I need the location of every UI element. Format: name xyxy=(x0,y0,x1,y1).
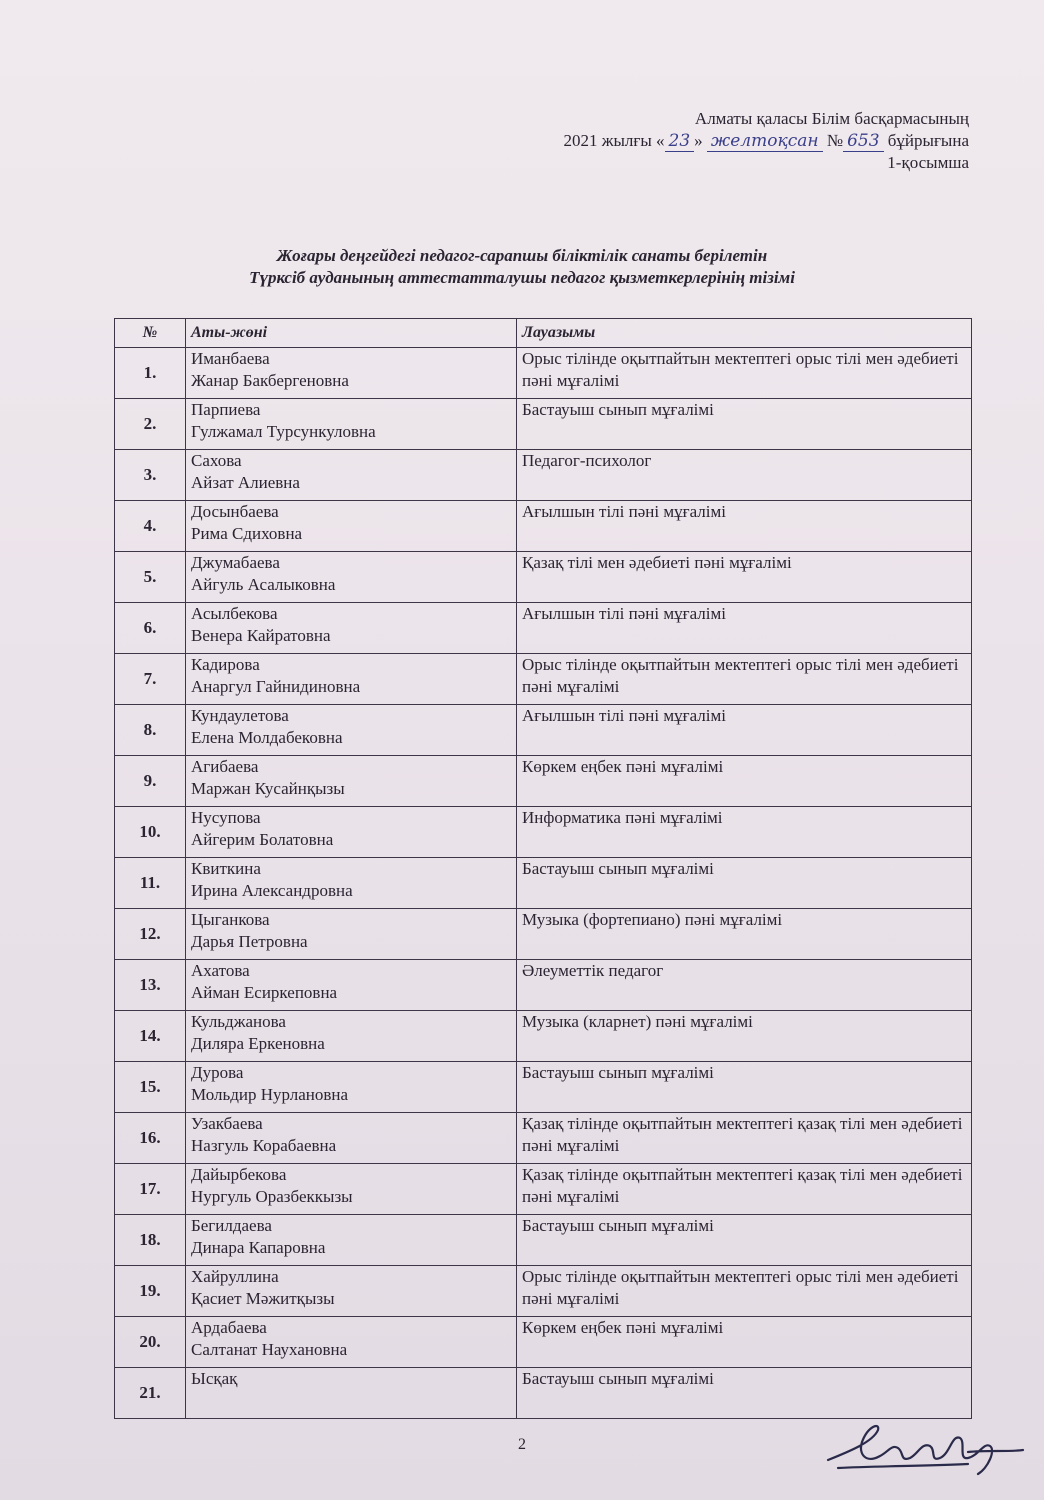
table-body xyxy=(115,348,972,1419)
header-line-2-prefix: 2021 жылғы « xyxy=(563,131,665,150)
position-cell: Бастауыш сынып мұғалімі xyxy=(517,858,972,909)
given-names: Гулжамал Турсункуловна xyxy=(191,422,376,441)
full-name-cell xyxy=(186,450,517,501)
table-row xyxy=(115,1011,972,1062)
full-name-cell xyxy=(186,1113,517,1164)
surname: Сахова xyxy=(191,451,242,470)
row-number: 8. xyxy=(115,705,186,756)
handwritten-order-number: 653 xyxy=(843,131,883,152)
table-row xyxy=(115,654,972,705)
full-name-cell xyxy=(186,909,517,960)
handwritten-month: желтоқсан xyxy=(707,131,823,152)
table-header-row xyxy=(115,319,972,348)
table-row xyxy=(115,858,972,909)
position-cell: Орыс тілінде оқытпайтын мектептегі орыс тілі мен әдебиеті пәні мұғалімі xyxy=(517,348,972,399)
row-number: 10. xyxy=(115,807,186,858)
full-name-cell xyxy=(186,654,517,705)
given-names: Назгуль Корабаевна xyxy=(191,1136,337,1155)
table-row xyxy=(115,552,972,603)
row-number: 1. xyxy=(115,348,186,399)
position-cell: Ағылшын тілі пәні мұғалімі xyxy=(517,603,972,654)
header-line-3: 1-қосымша xyxy=(887,153,969,172)
title-line-2: Түрксіб ауданының аттестатталушы педагог қызметкерлерінің тізімі xyxy=(249,268,795,287)
given-names: Қасиет Мәжитқызы xyxy=(191,1289,335,1308)
table-row xyxy=(115,960,972,1011)
row-number: 3. xyxy=(115,450,186,501)
table-row xyxy=(115,756,972,807)
row-number: 13. xyxy=(115,960,186,1011)
row-number: 9. xyxy=(115,756,186,807)
position-cell: Бастауыш сынып мұғалімі xyxy=(517,1062,972,1113)
given-names: Салтанат Наухановна xyxy=(191,1340,348,1359)
surname: Парпиева xyxy=(191,400,261,419)
surname: Иманбаева xyxy=(191,349,270,368)
full-name-cell xyxy=(186,1215,517,1266)
given-names: Динара Капаровна xyxy=(191,1238,326,1257)
surname: Ардабаева xyxy=(191,1318,267,1337)
full-name-cell xyxy=(186,501,517,552)
table-row xyxy=(115,1062,972,1113)
position-cell: Ағылшын тілі пәні мұғалімі xyxy=(517,705,972,756)
full-name-cell xyxy=(186,399,517,450)
table-row xyxy=(115,1113,972,1164)
full-name-cell xyxy=(186,1011,517,1062)
surname: Кульджанова xyxy=(191,1012,286,1031)
table-row xyxy=(115,1368,972,1419)
row-number: 17. xyxy=(115,1164,186,1215)
row-number: 19. xyxy=(115,1266,186,1317)
surname: Квиткина xyxy=(191,859,261,878)
column-header-position: Лауазымы xyxy=(517,319,972,348)
header-line-2-no: № xyxy=(822,131,844,150)
full-name-cell xyxy=(186,348,517,399)
row-number: 6. xyxy=(115,603,186,654)
table-row xyxy=(115,1215,972,1266)
surname: Нусупова xyxy=(191,808,261,827)
position-cell: Қазақ тілі мен әдебиеті пәні мұғалімі xyxy=(517,552,972,603)
row-number: 7. xyxy=(115,654,186,705)
table-row xyxy=(115,1317,972,1368)
row-number: 18. xyxy=(115,1215,186,1266)
surname: Агибаева xyxy=(191,757,259,776)
row-number: 2. xyxy=(115,399,186,450)
surname: Цыганкова xyxy=(191,910,270,929)
row-number: 12. xyxy=(115,909,186,960)
given-names: Мольдир Нурлановна xyxy=(191,1085,349,1104)
given-names: Нургуль Оразбеккызы xyxy=(191,1187,353,1206)
title-line-1: Жоғары деңгейдегі педагог-сарапшы біліктілік санаты берілетін xyxy=(276,246,768,265)
full-name-cell xyxy=(186,552,517,603)
surname: Ахатова xyxy=(191,961,250,980)
surname: Узакбаева xyxy=(191,1114,263,1133)
surname: Дурова xyxy=(191,1063,244,1082)
position-cell: Музыка (кларнет) пәні мұғалімі xyxy=(517,1011,972,1062)
given-names: Диляра Еркеновна xyxy=(191,1034,325,1053)
surname: Кадирова xyxy=(191,655,260,674)
table-row xyxy=(115,1164,972,1215)
full-name-cell xyxy=(186,705,517,756)
full-name-cell xyxy=(186,1266,517,1317)
page-number: 2 xyxy=(518,1436,526,1453)
position-cell: Музыка (фортепиано) пәні мұғалімі xyxy=(517,909,972,960)
table-row xyxy=(115,909,972,960)
table-row xyxy=(115,705,972,756)
row-number: 4. xyxy=(115,501,186,552)
position-cell: Бастауыш сынып мұғалімі xyxy=(517,399,972,450)
surname: Кундаулетова xyxy=(191,706,289,725)
row-number: 14. xyxy=(115,1011,186,1062)
full-name-cell xyxy=(186,1164,517,1215)
row-number: 11. xyxy=(115,858,186,909)
given-names: Айман Есиркеповна xyxy=(191,983,338,1002)
full-name-cell xyxy=(186,807,517,858)
row-number: 21. xyxy=(115,1368,186,1419)
surname: Досынбаева xyxy=(191,502,279,521)
row-number: 16. xyxy=(115,1113,186,1164)
table-row xyxy=(115,603,972,654)
surname: Бегилдаева xyxy=(191,1216,272,1235)
row-number: 20. xyxy=(115,1317,186,1368)
table-row xyxy=(115,501,972,552)
surname: Джумабаева xyxy=(191,553,280,572)
position-cell: Қазақ тілінде оқытпайтын мектептегі қазақ тілі мен әдебиеті пәні мұғалімі xyxy=(517,1164,972,1215)
given-names: Елена Молдабековна xyxy=(191,728,343,747)
document-title xyxy=(0,245,1044,289)
given-names: Маржан Кусайнқызы xyxy=(191,779,345,798)
full-name-cell xyxy=(186,1317,517,1368)
position-cell: Қазақ тілінде оқытпайтын мектептегі қазақ тілі мен әдебиеті пәні мұғалімі xyxy=(517,1113,972,1164)
full-name-cell xyxy=(186,1368,517,1419)
table-row xyxy=(115,399,972,450)
table-row xyxy=(115,450,972,501)
given-names: Рима Сдиховна xyxy=(191,524,303,543)
header-line-2-suffix: бұйрығына xyxy=(883,131,969,150)
position-cell: Ағылшын тілі пәні мұғалімі xyxy=(517,501,972,552)
position-cell: Бастауыш сынып мұғалімі xyxy=(517,1215,972,1266)
full-name-cell xyxy=(186,960,517,1011)
full-name-cell xyxy=(186,1062,517,1113)
position-cell: Бастауыш сынып мұғалімі xyxy=(517,1368,972,1419)
given-names: Ирина Александровна xyxy=(191,881,353,900)
header-line-2-mid: » xyxy=(694,131,707,150)
given-names: Венера Кайратовна xyxy=(191,626,331,645)
teachers-table xyxy=(114,318,972,1419)
position-cell: Көркем еңбек пәні мұғалімі xyxy=(517,756,972,807)
row-number: 5. xyxy=(115,552,186,603)
position-cell: Әлеуметтік педагог xyxy=(517,960,972,1011)
position-cell: Орыс тілінде оқытпайтын мектептегі орыс тілі мен әдебиеті пәні мұғалімі xyxy=(517,1266,972,1317)
full-name-cell xyxy=(186,858,517,909)
handwritten-day: 23 xyxy=(665,131,695,152)
table-row xyxy=(115,348,972,399)
column-header-name: Аты-жөні xyxy=(186,319,517,348)
table-row xyxy=(115,1266,972,1317)
position-cell: Педагог-психолог xyxy=(517,450,972,501)
full-name-cell xyxy=(186,603,517,654)
position-cell: Көркем еңбек пәні мұғалімі xyxy=(517,1317,972,1368)
appendix-header xyxy=(563,108,969,174)
surname: Дайырбекова xyxy=(191,1165,287,1184)
handwritten-signature xyxy=(818,1412,1028,1482)
header-line-1: Алматы қаласы Білім басқармасының xyxy=(694,109,969,128)
full-name-cell xyxy=(186,756,517,807)
surname: Асылбекова xyxy=(191,604,278,623)
given-names: Айгерим Болатовна xyxy=(191,830,334,849)
given-names: Айгуль Асалыковна xyxy=(191,575,336,594)
row-number: 15. xyxy=(115,1062,186,1113)
table-row xyxy=(115,807,972,858)
given-names: Жанар Бакбергеновна xyxy=(191,371,349,390)
given-names: Айзат Алиевна xyxy=(191,473,300,492)
given-names: Анаргул Гайнидиновна xyxy=(191,677,361,696)
header-line-2 xyxy=(563,130,969,152)
position-cell: Информатика пәні мұғалімі xyxy=(517,807,972,858)
surname: Ысқақ xyxy=(191,1369,238,1388)
given-names: Дарья Петровна xyxy=(191,932,308,951)
position-cell: Орыс тілінде оқытпайтын мектептегі орыс тілі мен әдебиеті пәні мұғалімі xyxy=(517,654,972,705)
surname: Хайруллина xyxy=(191,1267,279,1286)
column-header-number: № xyxy=(115,319,186,348)
